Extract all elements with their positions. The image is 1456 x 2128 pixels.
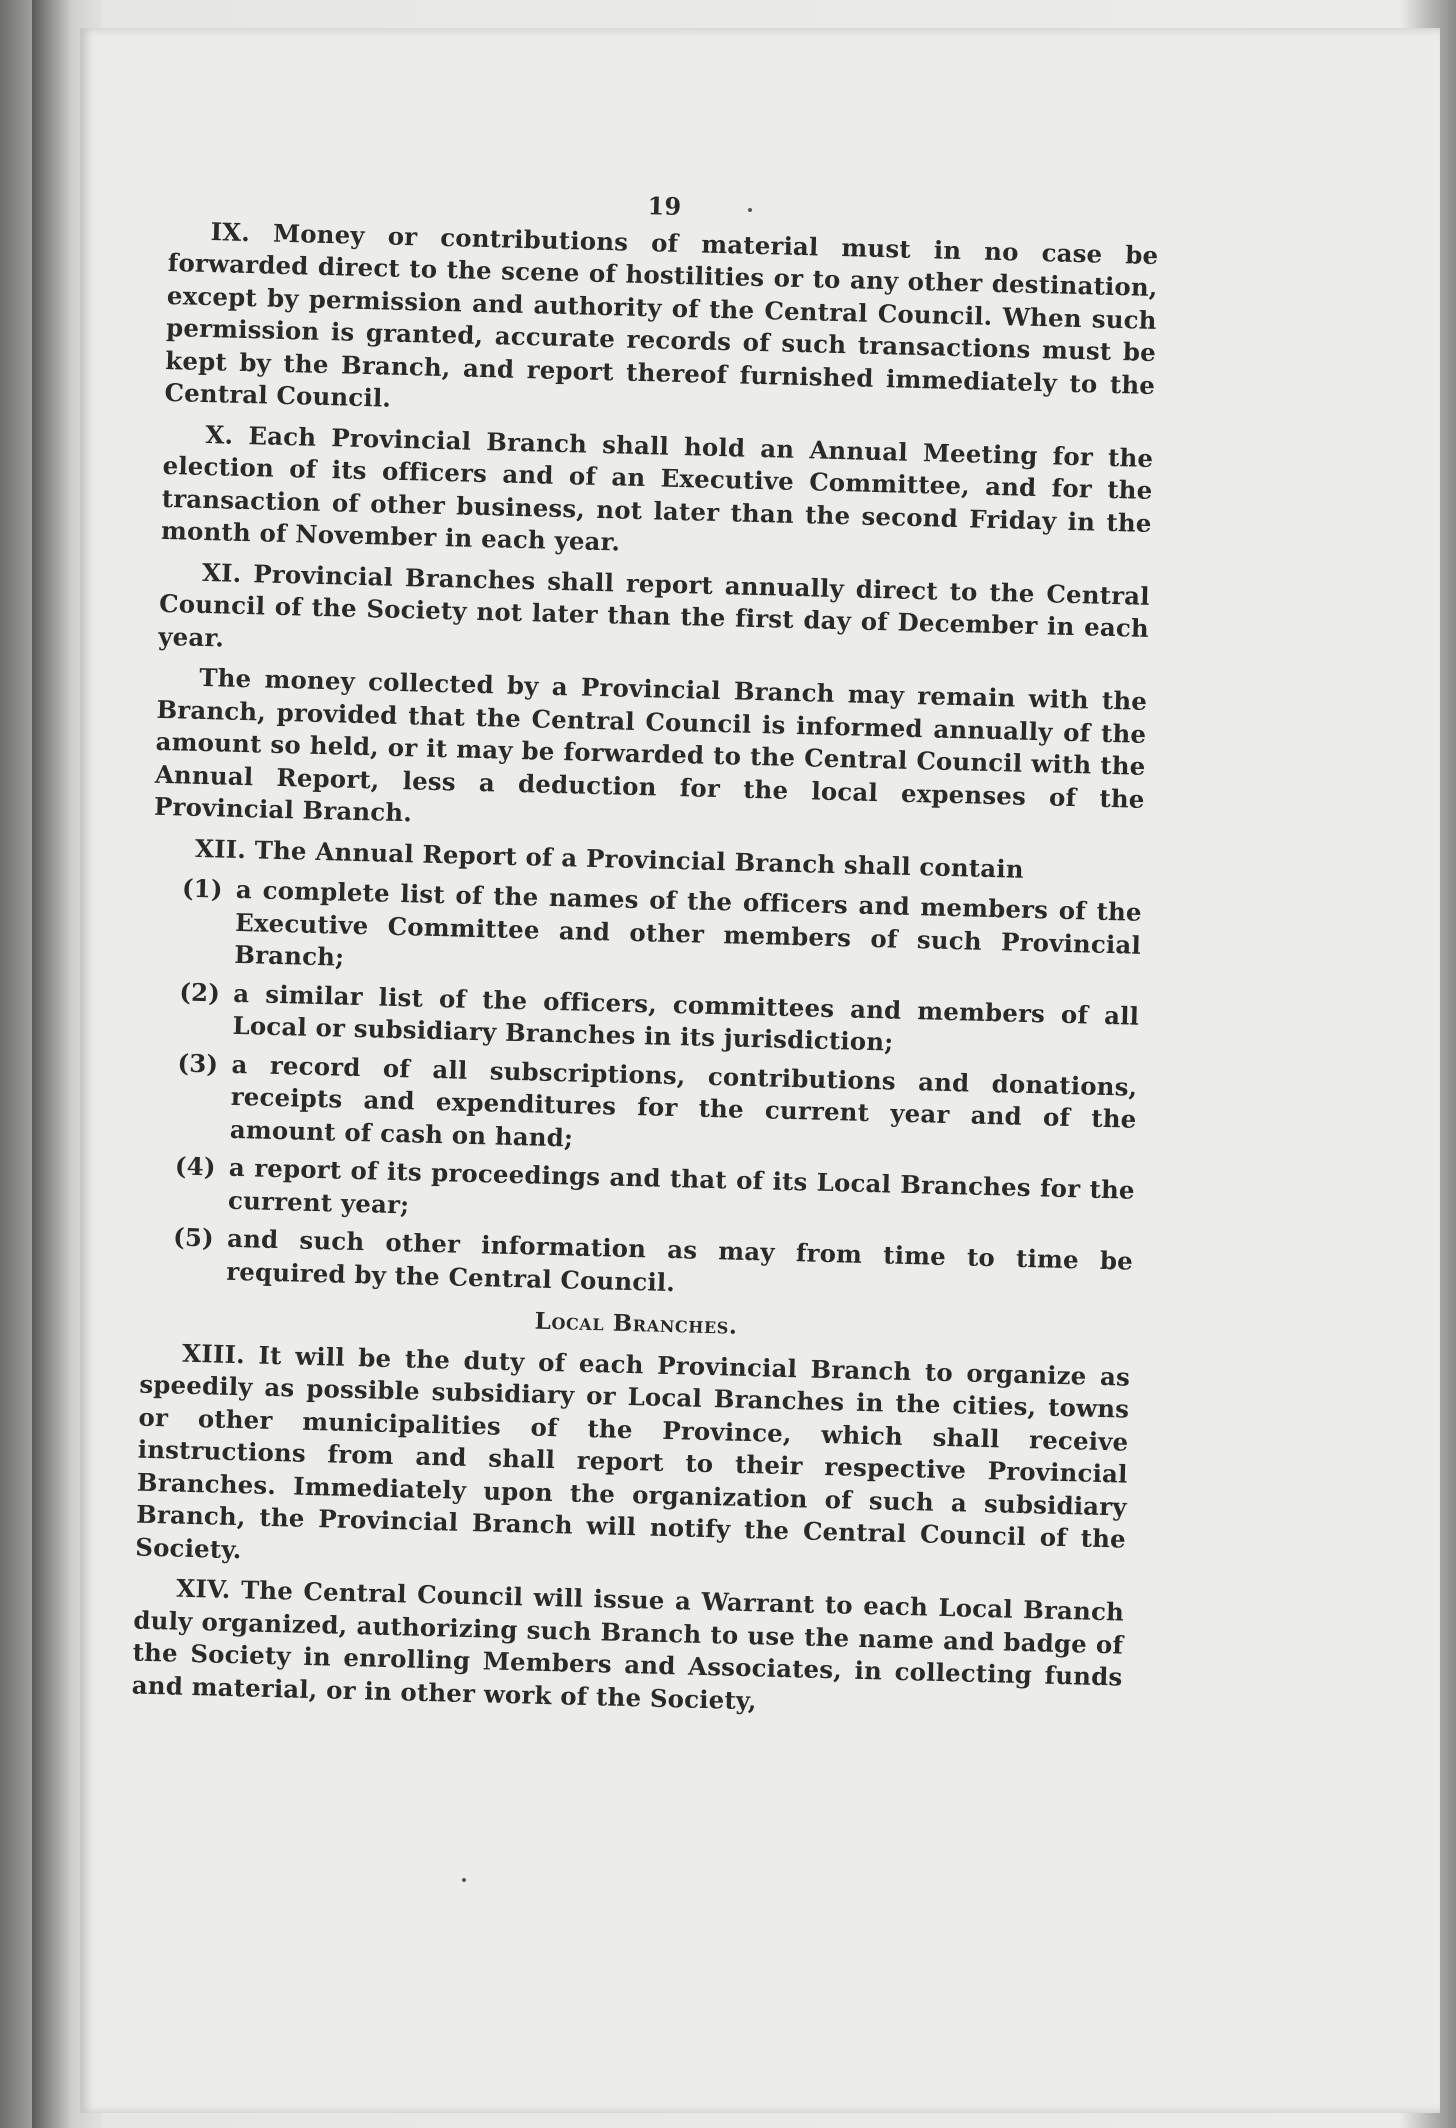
paragraph-ix: IX. Money or contributions of material must in no case be forwarded direct to the scene of hostilities or to any other destination, except by permission and authority of the Central Council. When such permission is granted, accurate records of such transactions must be kept by the Branch, and report thereof furnished immediately to the Central Council. — [164, 216, 1159, 413]
list-item-text: and such other information as may from time to time be required by the Central Council. — [225, 1223, 1134, 1297]
list-item-text: a record of all subscriptions, contributions and donations, receipts and expenditures for the current year and of the amount of cash on hand; — [229, 1049, 1138, 1153]
paragraph-xii: XII. The Annual Report of a Provincial Branch shall contain — [194, 833, 1025, 884]
list-item-number: (1) — [181, 873, 224, 904]
list-item-number: (4) — [174, 1151, 217, 1182]
paragraph-money-collected: The money collected by a Provincial Branch may remain with the Branch, provided that the Central Council is informed annually of the amount so held, or it may be forwarded to the Central Council with the Annual Report, less a deduction for the local expenses of the Provincial Branch. — [153, 662, 1148, 828]
list-item-text: a complete list of the names of the officers and members of the Executive Committee and other members of such Provincial Branch; — [234, 874, 1143, 972]
paragraph-xiii: XIII. It will be the duty of each Provincial Branch to organize as speedily as possible subsidiary or Local Branches in the cities, towns or other municipalities of the Province, which shall receive instructions from and shall report to their respective Provincial Branches. Immediately upon the organization of such a subsidiary Branch, the Provincial Branch will notify the Central Council of the Society. — [134, 1338, 1131, 1564]
list-item-number: (5) — [172, 1222, 215, 1253]
paragraph-xiv: XIV. The Central Council will issue a Warrant to each Local Branch duly organized, authorizing such Branch to use the name and badge of the Society in enrolling Members and Associates, in collecting funds and material, or in other work of the Society, — [131, 1573, 1125, 1715]
paragraph-xi: XI. Provincial Branches shall report annually direct to the Central Council of the Society not later than the first day of December in each year. — [158, 557, 1151, 653]
paragraph-x: X. Each Provincial Branch shall hold an Annual Meeting for the election of its officers and of an Executive Committee, and for the transaction of other business, not later than the second Friday in the month of November in each year. — [160, 419, 1154, 557]
ink-speck — [462, 1878, 466, 1882]
list-item-number: (3) — [177, 1047, 219, 1079]
list-item — [176, 1047, 1138, 1169]
page-text — [131, 178, 1159, 1735]
list-item-text: a report of its proceedings and that of its Local Branches for the current year; — [227, 1152, 1136, 1219]
section-heading: Local Branches. — [534, 1307, 738, 1340]
list-item-text: a similar list of the officers, committees and members of all Local or subsidiary Branches in its jurisdiction; — [232, 978, 1140, 1057]
list-item — [180, 873, 1142, 995]
page-number: 19 — [647, 191, 682, 221]
list-item-number: (2) — [179, 977, 221, 1008]
